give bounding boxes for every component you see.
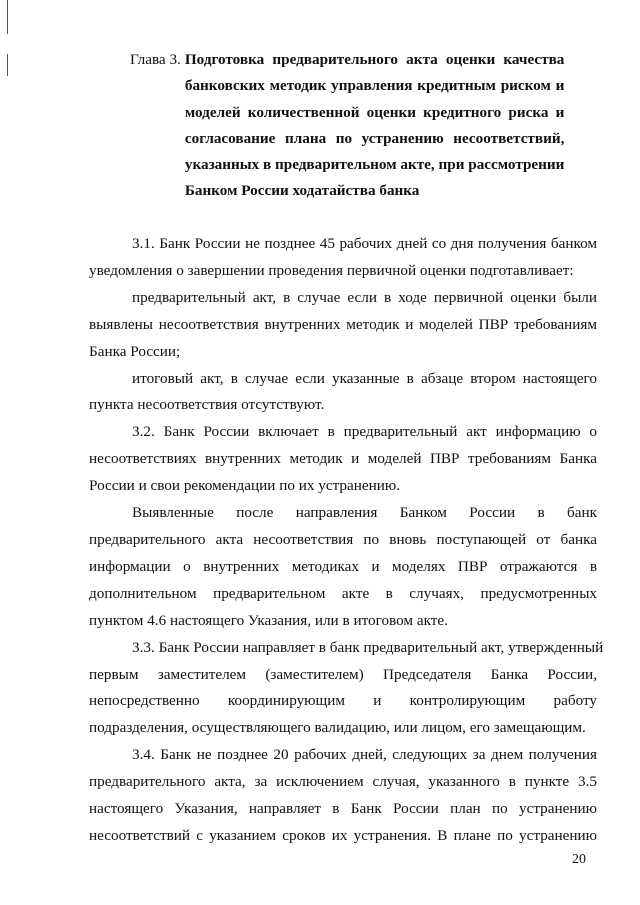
text-line: России и свои рекомендации по их устранению.	[89, 477, 400, 495]
text-line: 3.2. Банк России включает в предварительный акт информацию о	[132, 423, 597, 441]
text-line: несоответствиях внутренних методик и моделей ПВР требованиям Банка	[89, 450, 597, 468]
text-line: 3.4. Банк не позднее 20 рабочих дней, следующих за днем получения	[132, 746, 597, 764]
text-line: уведомления о завершении проведения первичной оценки подготавливает:	[89, 261, 574, 279]
text-line: непосредственно координирующим и контролирующим работу	[89, 692, 597, 710]
text-line: пунктом 4.6 настоящего Указания, или в итоговом акте.	[89, 611, 448, 629]
document-body	[89, 231, 604, 850]
chapter-title-line: Подготовка предварительного акта оценки качества	[184, 51, 565, 68]
text-line: предварительного акта несоответствия по вновь поступающей от банка	[89, 530, 597, 548]
text-line: дополнительном предварительном акте в случаях, предусмотренных	[89, 584, 597, 602]
page-number: 20	[572, 852, 586, 867]
text-line: 3.1. Банк России не позднее 45 рабочих дней со дня получения банком	[132, 235, 597, 252]
text-line: Банка России;	[89, 342, 181, 360]
text-line: информации о внутренних методиках и моделях ПВР отражаются в	[89, 557, 597, 575]
text-line: итоговый акт, в случае если указанные в абзаце втором настоящего	[132, 369, 597, 387]
text-line: первым заместителем (заместителем) Председателя Банка России,	[89, 665, 597, 683]
chapter-title-line: банковских методик управления кредитным риском и	[184, 77, 565, 95]
text-line: Выявленные после направления Банком России в банк	[132, 504, 597, 522]
text-line: несоответствий с указанием сроков их устранения. В плане по устранению	[89, 826, 597, 844]
text-line: пункта несоответствия отсутствуют.	[89, 396, 325, 414]
text-line: выявлены несоответствия внутренних методик и моделей ПВР требованиям	[89, 315, 597, 333]
chapter-heading	[130, 47, 580, 205]
text-line: 3.3. Банк России направляет в банк предварительный акт, утвержденный	[132, 638, 604, 656]
chapter-title	[185, 47, 565, 205]
text-line: предварительный акт, в случае если в ходе первичной оценки были	[132, 288, 597, 306]
chapter-title-line: указанных в предварительном акте, при рассмотрении	[184, 156, 565, 174]
chapter-title-line: Банком России ходатайства банка	[184, 182, 420, 200]
chapter-number: Глава 3.	[130, 51, 181, 68]
text-line: подразделения, осуществляющего валидацию, или лицом, его замещающим.	[89, 719, 586, 737]
scan-edge-mark	[7, 0, 8, 34]
chapter-title-line: моделей количественной оценки кредитного риска и	[184, 103, 565, 121]
chapter-title-line: согласование плана по устранению несоответствий,	[184, 129, 565, 147]
text-line: предварительного акта, за исключением случая, указанного в пункте 3.5	[89, 773, 597, 791]
text-line: настоящего Указания, направляет в Банк России план по устранению	[89, 800, 597, 818]
scan-edge-mark	[7, 54, 8, 76]
